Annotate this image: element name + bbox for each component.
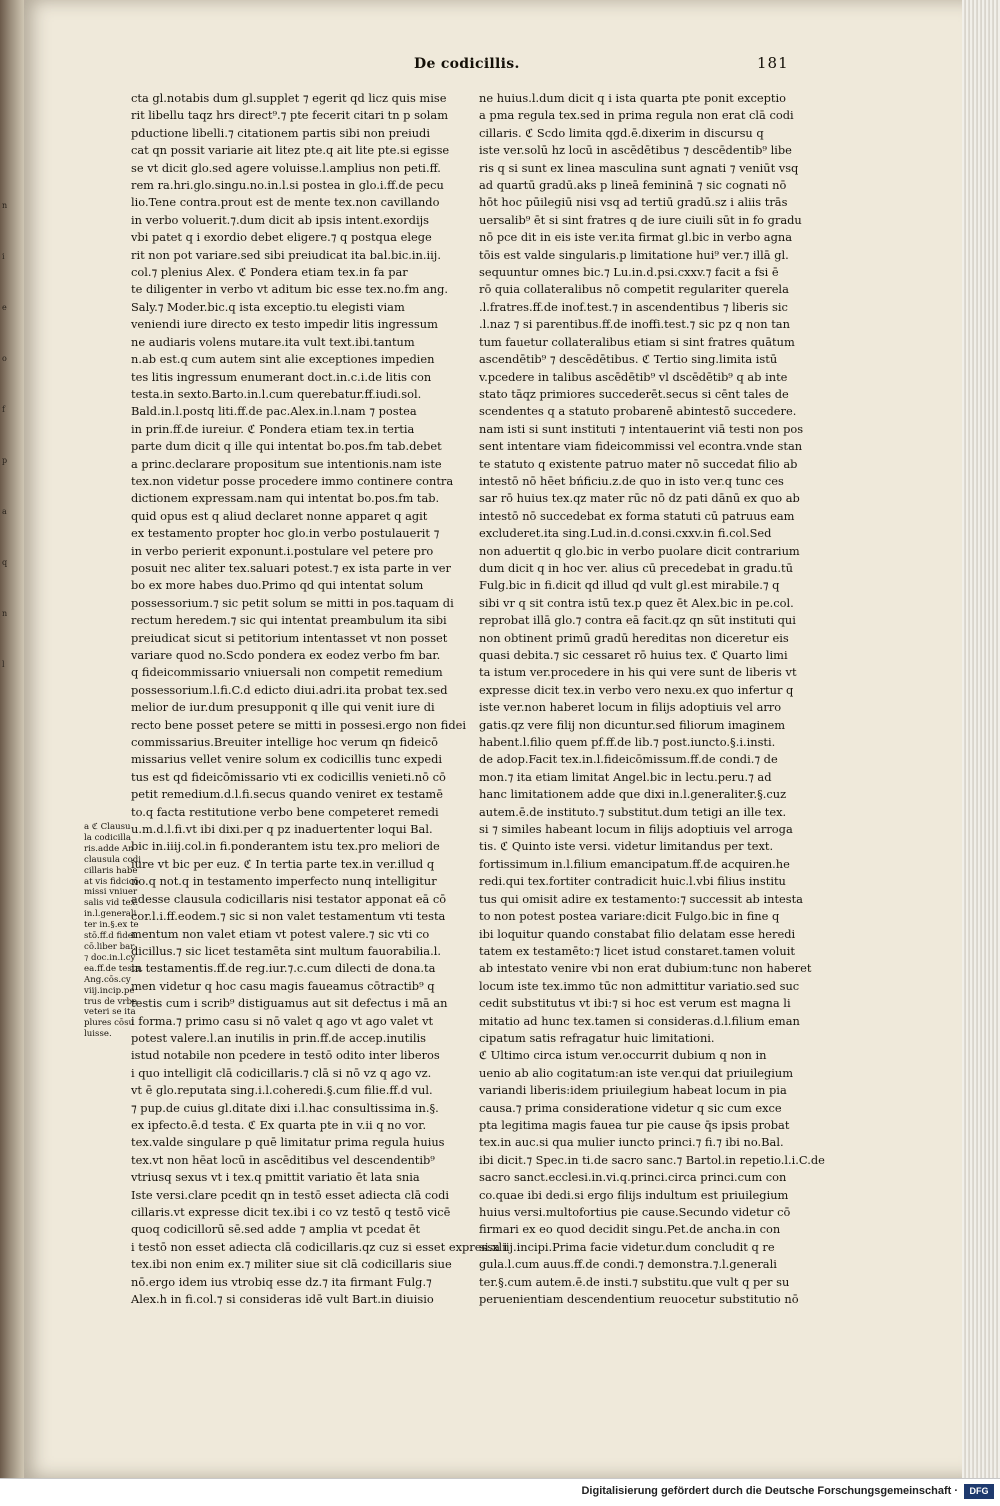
text-line: rem ra.hri.glo.singu.no.in.l.si postea in glo.i.ff.de pecu (131, 178, 444, 193)
text-line: tus est qd fideicōmissario vti ex codicillis venieti.nō cō (131, 769, 446, 784)
text-line: petit remedium.d.l.fi.secus quando veniret ex testamē (131, 787, 443, 802)
text-line: mentum non valet etiam vt potest valere.⁊ sic vti co (131, 926, 430, 941)
gloss-line: missi vniuer (84, 887, 138, 898)
text-line: preiudicat sicut si petitorium intentasset vt non posset (131, 630, 448, 645)
text-line: tus qui omisit adire ex testamento:⁊ successit ab intesta (479, 891, 803, 906)
text-line: to non potest postea variare:dicit Fulgo.bic in fine q (479, 909, 780, 924)
running-head: De codicillis. (414, 56, 520, 72)
text-line: Iste versi.clare pcedit qn in testō esset adiecta clā codi (131, 1187, 450, 1202)
text-line: bo ex more habes duo.Primo qd qui intentat solum (131, 578, 424, 593)
text-line: cta gl.notabis dum gl.supplet ⁊ egerit qd licz quis mise (131, 91, 447, 105)
text-line: tes litis ingressum enumerant doct.in.c.i.de litis con (131, 369, 432, 384)
text-line: testa.in sexto.Barto.in.l.cum querebatur.ff.iudi.sol. (131, 386, 422, 401)
text-line: q fideicommissario vniuersali non competit remedium (131, 665, 443, 680)
text-line: hanc limitationem adde que dixi in.l.generaliter.§.cuz (479, 787, 787, 802)
text-line: adesse clausula codicillaris nisi testator apponat eā cō (131, 891, 447, 906)
text-line: intestō nō hēet bńficiu.z.de quo in isto ver.q tunc ces (479, 473, 784, 488)
text-line: tex.non videtur posse procedere immo continere contra (131, 473, 454, 488)
marginal-gloss (84, 822, 144, 1040)
text-line: ibi dicit.⁊ Spec.in ti.de sacro sanc.⁊ Bartol.in repetio.l.i.C.de (479, 1152, 825, 1167)
text-line: lio.Tene contra.prout est de mente tex.non cavillando (131, 195, 440, 210)
text-line: causa.⁊ prima consideratione videtur q sic cum exce (479, 1100, 782, 1115)
text-line: .l.naz ⁊ si parentibus.ff.de inoffi.test.⁊ sic pz q non tan (479, 317, 790, 332)
text-line: missarius vellet venire solum ex codicillis tunc expedi (131, 752, 443, 767)
text-line: ris q si sunt ex linea masculina sunt agnati ⁊ veniūt vsq (479, 160, 799, 175)
text-line: scendentes q a statuto probarenē abintestō succedere. (479, 404, 797, 419)
text-line: dum dicit q in hoc ver. alius cū precedebat in gradu.tū (479, 560, 793, 575)
text-line: cillaris.vt expresse dicit tex.ibi i co vz testō q testō vicē (131, 1205, 451, 1219)
dfg-logo: DFG (964, 1484, 994, 1499)
text-line: hōt hoc pūilegiū nisi vsq ad tertiū gradū.sz i aliis trās (479, 195, 788, 210)
text-line: tex.in auc.si qua mulier iuncto princi.⁊ fi.⁊ ibi no.Bal. (479, 1135, 784, 1150)
gloss-line: ris.adde An (84, 843, 134, 854)
text-line: de adop.Facit tex.in.l.fideicōmissum.ff.de condi.⁊ de (479, 752, 778, 767)
facing-page-fragment: n (2, 609, 8, 618)
text-line: Fulg.bic in fi.dicit qd illud qd vult gl.est mirabile.⁊ q (479, 578, 780, 593)
facing-page-margin-text (2, 200, 22, 710)
text-line: bic in.iiij.col.in fi.ponderantem istu tex.pro meliori de (131, 839, 440, 854)
text-line: i testō non esset adiecta clā codicillaris.qz cuz si esset expressa i (131, 1239, 508, 1254)
text-line: locum iste tex.immo tūc non admittitur variatio.sed suc (479, 978, 800, 993)
text-line: gula.l.cum auus.ff.de condi.⁊ demonstra.⁊.l.generali (479, 1257, 777, 1272)
text-line: uenio ab alio cogitatum:an iste ver.qui dat priuilegium (479, 1065, 794, 1080)
text-line: iure vt bic per euz. ℭ In tertia parte tex.in ver.illud q (131, 856, 435, 871)
facing-page-fragment: q (2, 558, 8, 567)
gloss-line: luisse. (84, 1029, 112, 1040)
text-line: si ⁊ similes habeant locum in filijs adoptiuis vel arroga (479, 822, 793, 837)
text-line: ne audiaris volens mutare.ita vult text.ibi.tantum (131, 334, 415, 349)
gloss-line: veteri se ita (84, 1007, 136, 1018)
text-line: possessorium.⁊ sic petit solum se mitti in pos.taquam di (131, 595, 454, 610)
text-line: melior de iur.dum presupponit q ille qui venit iure di (131, 700, 435, 715)
facing-page-edge (0, 0, 24, 1478)
text-line: sar rō huius tex.qz mater rūc nō dz pati dānū ex quo ab (479, 491, 800, 506)
folio-number: 181 (757, 54, 789, 72)
facing-page-fragment: i (2, 252, 5, 261)
facing-page-fragment: f (2, 405, 5, 414)
text-line: pta legitima magis fauea tur pie cause q̄s ipsis probat (479, 1117, 790, 1132)
text-line: Bald.in.l.postq liti.ff.de pac.Alex.in.l.nam ⁊ postea (131, 404, 417, 419)
gloss-line: cillaris habe (84, 865, 138, 876)
text-line: ⁊ pup.de cuius gl.ditate dixi i.l.hac consultissima in.§. (131, 1100, 439, 1115)
text-column-left (131, 90, 508, 1308)
text-line: ibi loquitur quando constabat filio delatam esse heredi (479, 926, 796, 941)
text-line: rō quia collateralibus nō competit regulariter querela (479, 282, 789, 297)
text-line: ℭ Ultimo circa istum ver.occurrit dubium q non in (479, 1048, 767, 1063)
text-line: redi.qui tex.fortiter contradicit huic.l.vbi filius institu (479, 874, 786, 889)
text-line: tatem ex testamēto:⁊ licet istud constaret.tamen voluit (479, 943, 795, 958)
text-line: u.m.d.l.fi.vt ibi dixi.per q pz inaduertenter loqui Bal. (131, 822, 433, 837)
text-line: ex testamento propter hoc glo.in verbo postulauerit ⁊ (131, 526, 440, 541)
funding-note: Digitalisierung gefördert durch die Deutsche Forschungsgemeinschaft · (581, 1485, 958, 1497)
text-line: cillaris. ℭ Scdo limita qgd.ē.dixerim in discursu q (479, 125, 764, 140)
text-line: parte dum dicit q ille qui intentat bo.pos.fm tab.debet (131, 439, 442, 454)
text-line: ad quartū gradū.aks p lineā femininā ⁊ sic cognati nō (479, 178, 787, 193)
text-line: rit non pot variare.sed sibi preiudicat ita bal.bic.in.iij. (131, 247, 441, 262)
text-line: in verbo perierit exponunt.i.postulare vel petere pro (131, 543, 434, 558)
gloss-line: Ang.cōs.cy (84, 974, 131, 985)
gloss-line: in.l.generali (84, 909, 137, 920)
text-line: in verbo voluerit.⁊.dum dicit ab ipsis intent.exordijs (131, 212, 429, 227)
text-line: ter.§.cum autem.ē.de insti.⁊ substitu.que vult q per su (479, 1274, 790, 1289)
gloss-line: la codicilla (84, 832, 132, 843)
text-line: .l.fratres.ff.de inof.test.⁊ in ascendentibus ⁊ liberis sic (479, 299, 788, 314)
text-line: reprobat illā glo.⁊ contra eā facit.qz qn sūt instituti qui (479, 613, 796, 628)
text-line: tex.vt non hēat locū in ascēditibus vel descendentib⁹ (131, 1152, 435, 1167)
gloss-line: ea.ff.de testa. (84, 963, 144, 974)
text-line: in prin.ff.de iureiur. ℭ Pondera etiam tex.in tertia (131, 421, 415, 436)
text-line: uersalib⁹ ēt si sint fratres q de iure ciuili sūt in fo gradu (479, 212, 802, 227)
gloss-line: a ℭ Clausu (84, 822, 131, 832)
text-line: to.q facta restitutione verbo bene competeret remedi (131, 804, 439, 819)
text-line: cat qn possit variarie ait litez pte.q ait lite pte.si egisse (131, 143, 450, 158)
facing-page-fragment: o (2, 354, 7, 363)
text-line: rectum heredem.⁊ sic qui intentat preambulum ita sibi (131, 613, 447, 628)
gloss-line: viij.incip.pe (84, 985, 135, 996)
text-line: sacro sanct.ecclesi.in.vi.q.princi.circa princi.cum con (479, 1170, 787, 1185)
text-line: sequuntur omnes bic.⁊ Lu.in.d.psi.cxxv.⁊ facit a fsi ē (479, 265, 779, 280)
gloss-line: ⁊ doc.in.l.cy (84, 952, 136, 963)
text-line: se vt dicit glo.sed agere voluisse.l.amplius non peti.ff. (131, 160, 441, 175)
text-line: dictionem expressam.nam qui intentat bo.pos.fm tab. (131, 491, 440, 506)
text-line: cipatum satis refragatur huic limitationi. (479, 1030, 715, 1045)
text-line: n.ab est.q cum autem sint alie exceptiones impedien (131, 352, 435, 367)
text-line: testis cum i scrib⁹ distiguamus aut sit defectus i mā an (131, 996, 448, 1011)
text-line: nam isti si sunt instituti ⁊ intentauerint viā testi non pos (479, 421, 804, 436)
gloss-line: stō.ff.d fidei (84, 931, 136, 942)
page-stack-edge (962, 0, 1000, 1478)
text-line: te statuto q existente patruo mater nō succedat filio ab (479, 456, 798, 471)
text-line: autem.ē.de instituto.⁊ substitut.dum tetigi an ille tex. (479, 804, 787, 819)
text-line: te diligenter in verbo vt aditum bic esse tex.no.fm ang. (131, 282, 448, 297)
text-column-right (479, 90, 825, 1308)
text-line: nō pce dit in eis iste ver.ita firmat gl.bic in verbo agna (479, 230, 793, 245)
text-line: ne huius.l.dum dicit q i ista quarta pte ponit exceptio (479, 91, 787, 105)
text-line: tex.ibi non enim ex.⁊ militer siue sit clā codicillaris siue (131, 1257, 452, 1272)
text-line: non aduertit q glo.bic in verbo puolare dicit contrarium (479, 543, 800, 558)
footer-bar (0, 1478, 1000, 1506)
text-line: huius versi.multofortius pie cause.Secundo videtur cō (479, 1205, 791, 1219)
text-line: ta istum ver.procedere in his qui vere sunt de liberis vt (479, 665, 797, 680)
gloss-line: ter in.§.ex te (84, 920, 139, 931)
text-line: variare quod no.Scdo pondera ex eodez verbo fm bar. (131, 648, 441, 662)
facing-page-fragment: p (2, 456, 8, 465)
text-line: firmari ex eo quod decidit singu.Pet.de ancha.in con (479, 1222, 781, 1237)
text-line: sent intentare viam fideicommissi vel econtra.vnde stan (479, 439, 803, 454)
facing-page-fragment: a (2, 507, 7, 516)
gloss-line: plures cōsu (84, 1018, 135, 1029)
text-line: tex.valde singulare p quē limitatur prima regula huius (131, 1135, 445, 1150)
text-line: vtriusq sexus vt i tex.q pmittit variatio ēt lata snia (131, 1170, 420, 1185)
text-line: recto bene posset petere se mitti in possesi.ergo non fidei (131, 717, 467, 732)
text-line: possessorium.l.fi.C.d edicto diui.adri.ita probat tex.sed (131, 682, 448, 697)
text-line: iste ver.non haberet locum in filijs adoptiuis vel arro (479, 700, 782, 715)
text-line: veniendi iure directo ex testo impedir litis ingressum (131, 317, 438, 332)
text-line: quoq codicillorū sē.sed adde ⁊ amplia vt pcedat ēt (131, 1222, 421, 1237)
text-line: ex ipfecto.ē.d testa. ℭ Ex quarta pte in v.ii q no vor. (131, 1117, 427, 1132)
text-line: non obtinent primū gradū hereditas non diceretur eis (479, 630, 789, 645)
text-line: cor.l.i.ff.eodem.⁊ sic si non valet testamentum vti testa (131, 909, 446, 924)
text-line: excluderet.ita sing.Lud.in.d.consi.cxxv.in fi.col.Sed (479, 526, 772, 541)
text-line: potest valere.l.an inutilis in prin.ff.de accep.inutilis (131, 1030, 426, 1045)
text-line: pductione libelli.⁊ citationem partis sibi non preiudi (131, 125, 430, 140)
text-line: ab intestato venire vbi non erat dubium:tunc non haberet (479, 961, 812, 976)
facing-page-fragment: l (2, 660, 5, 669)
text-line: peruenientiam descendentium reuocetur substitutio nō (479, 1292, 799, 1307)
text-line: posuit nec aliter tex.saluari potest.⁊ ex ista parte in ver (131, 560, 451, 575)
text-line: no.q not.q in testamento imperfecto nunq intelligitur (131, 874, 437, 889)
text-line: quid opus est q aliud declaret nonne apparet q agit (131, 508, 428, 523)
text-line: sibi vr q sit contra istū tex.p quez ēt Alex.bic in pe.col. (479, 595, 794, 610)
text-line: vt ē glo.reputata sing.i.l.coheredi.§.cum filie.ff.d vul. (131, 1083, 433, 1098)
gloss-line: clausula codi (84, 854, 142, 865)
gloss-line: trus de vrbe (84, 996, 138, 1007)
text-line: a princ.declarare propositum sue intentionis.nam iste (131, 456, 442, 471)
text-line: men videtur q hoc casu magis faueamus cōtractib⁹ q (131, 978, 435, 993)
text-line: ascendētib⁹ ⁊ descēdētibus. ℭ Tertio sing.limita istū (479, 352, 778, 367)
facing-page-fragment: e (2, 303, 7, 312)
text-line: nō.ergo idem ius vtrobiq esse dz.⁊ ita firmant Fulg.⁊ (131, 1274, 432, 1289)
text-line: Alex.h in fi.col.⁊ si consideras idē vult Bart.in diuisio (131, 1292, 434, 1307)
text-line: v.pcedere in talibus ascēdētib⁹ vl dscēdētib⁹ q ab inte (479, 369, 788, 384)
text-line: vbi patet q i exordio debet eligere.⁊ q postqua elege (131, 230, 432, 245)
text-line: i quo intelligit clā codicillaris.⁊ clā si nō vz q ago vz. (131, 1065, 432, 1080)
gloss-line: at vis fidcicō (84, 876, 139, 887)
text-line: habent.l.filio quem pf.ff.de lib.⁊ post.iuncto.§.i.insti. (479, 735, 776, 750)
facing-page-fragment: n (2, 201, 8, 210)
text-line: fortissimum in.l.filium emancipatum.ff.de acquiren.he (479, 856, 790, 871)
text-line: tōis est valde singularis.p limitatione hui⁹ ver.⁊ illā gl. (479, 247, 789, 262)
text-line: mon.⁊ ita etiam limitat Angel.bic in lectu.peru.⁊ ad (479, 769, 772, 784)
text-line: variandi liberis:idem priuilegium habeat locum in pia (479, 1083, 787, 1098)
text-line: cedit substitutus vt ibi:⁊ si hoc est verum est magna li (479, 996, 791, 1011)
gloss-line: salis vid tex. (84, 898, 139, 909)
text-line: quasi debita.⁊ sic cessaret rō huius tex. ℭ Quarto limi (479, 648, 788, 662)
text-line: rit libellu taqz hrs direct⁹.⁊ pte fecerit citari tn p solam (131, 108, 449, 123)
gloss-line: cō.liber bar. (84, 941, 137, 952)
text-line: istud notabile non pcedere in testō odito inter liberos (131, 1048, 440, 1063)
text-line: a pma regula tex.sed in prima regula non erat clā codi (479, 108, 794, 123)
text-line: gatis.qz vere filij non dicuntur.sed filiorum imaginem (479, 717, 786, 732)
text-line: Saly.⁊ Moder.bic.q ista exceptio.tu elegisti viam (131, 299, 405, 314)
text-line: col.⁊ plenius Alex. ℭ Pondera etiam tex.in fa par (131, 265, 408, 280)
text-line: expresse dicit tex.in verbo vero nexu.ex quo infertur q (479, 682, 794, 697)
text-line: commissarius.Breuiter intellige hoc verum qn fideicō (131, 735, 438, 750)
text-line: dicillus.⁊ sic licet testamēta sint multum fauorabilia.l. (131, 943, 441, 958)
text-line: tis. ℭ Quinto iste versi. videtur limitandus per text. (479, 839, 774, 854)
text-line: in testamentis.ff.de reg.iur.⁊.c.cum dilecti de dona.ta (131, 961, 436, 976)
text-line: si.xliij.incipi.Prima facie videtur.dum concludit q re (479, 1239, 775, 1254)
text-line: stato tāqz primiores succederēt.secus si cēnt tales de (479, 386, 789, 401)
text-line: iste ver.solū hz locū in ascēdētibus ⁊ descēdentib⁹ libe (479, 143, 792, 158)
text-line: tum fauetur collateralibus etiam si sint fratres quātum (479, 334, 795, 349)
text-line: mitatio ad hunc tex.tamen si consideras.d.l.filium eman (479, 1013, 800, 1028)
text-line: intestō nō succedebat ex forma statuti cū patruus eam (479, 508, 795, 523)
book-page (24, 0, 972, 1478)
text-line: co.quae ibi dedi.si ergo filijs indultum est priuilegium (479, 1187, 789, 1202)
text-line: i forma.⁊ primo casu si nō valet q ago vt ago valet vt (131, 1013, 434, 1028)
